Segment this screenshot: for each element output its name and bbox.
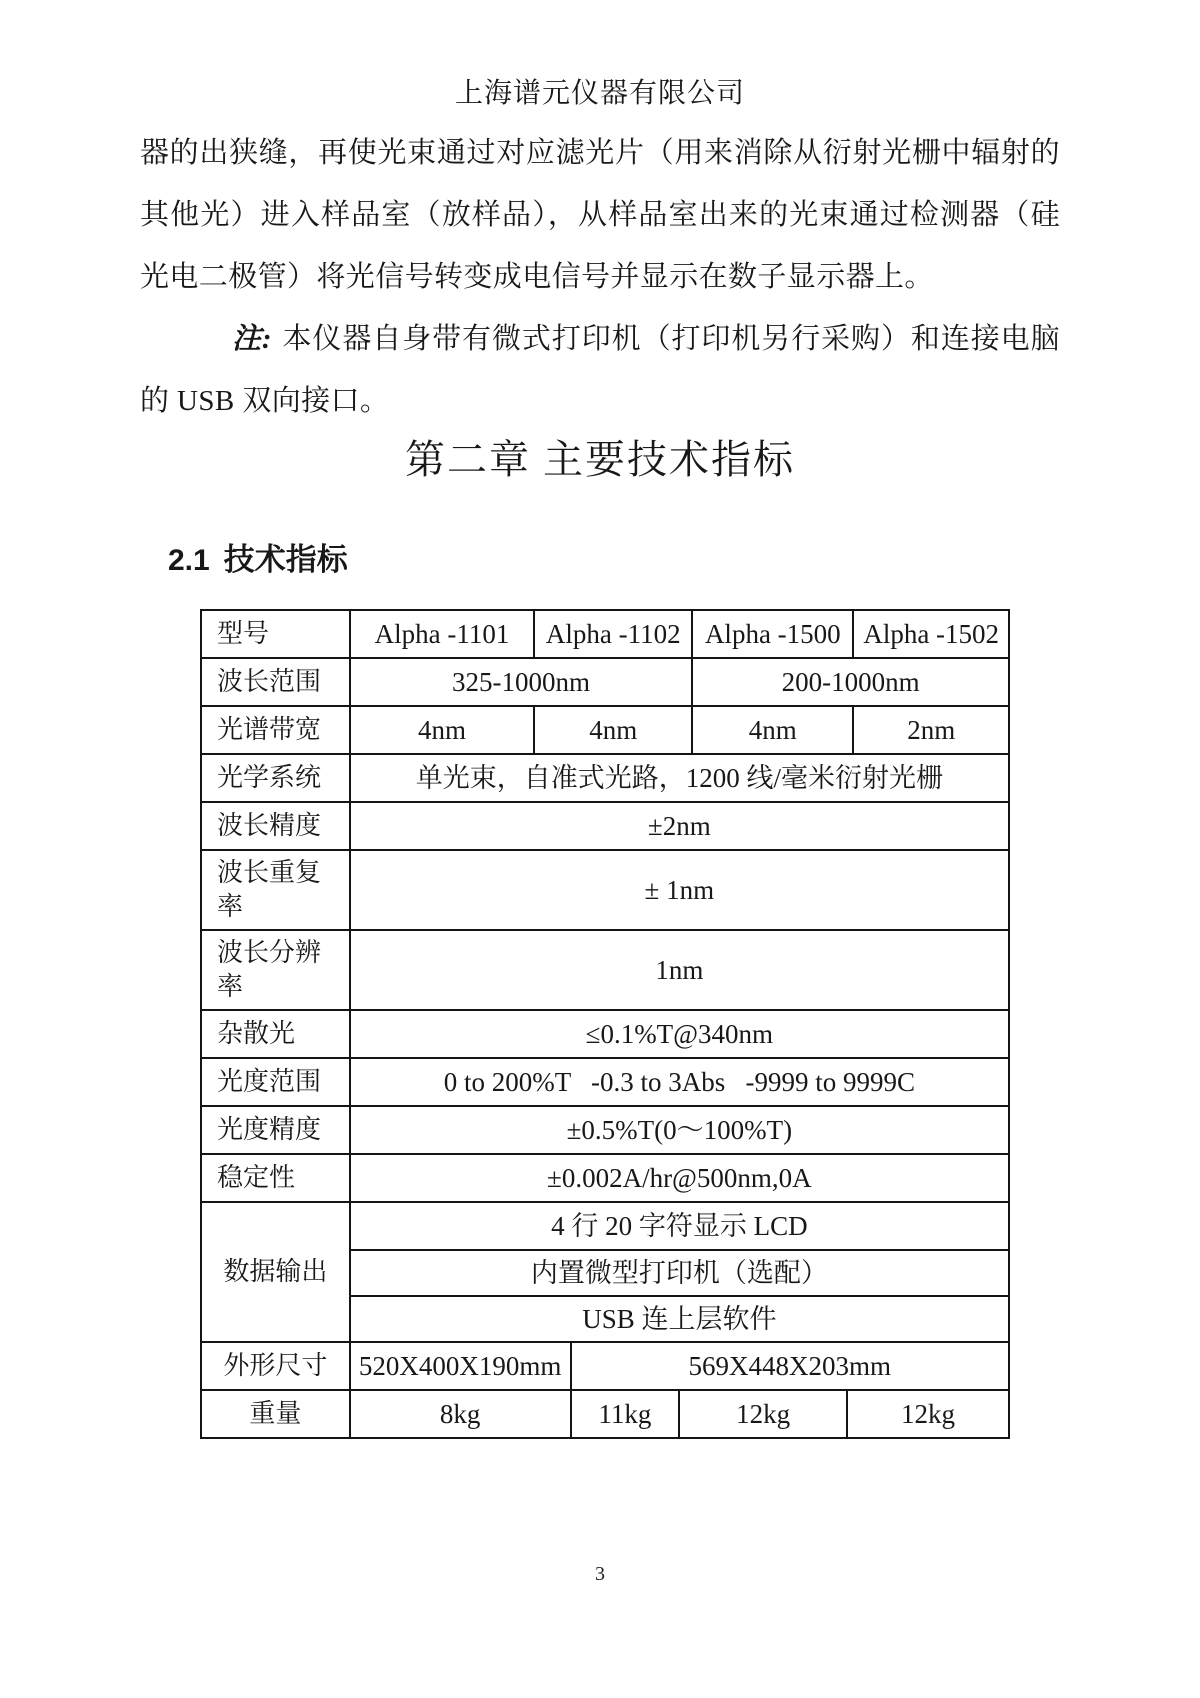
table-cell: ±0.5%T(0～100%T)	[349, 1107, 1008, 1153]
table-row	[202, 1057, 1008, 1105]
table-cell: 单光束，自准式光路，1200 线/毫米衍射光栅	[349, 755, 1008, 801]
table-cell: 内置微型打印机（选配）	[351, 1249, 1008, 1295]
table-cell: ±0.002A/hr@500nm,0A	[349, 1155, 1008, 1201]
section-number: 2.1	[168, 544, 210, 577]
stacked-cells	[349, 1203, 1008, 1341]
table-row	[202, 753, 1008, 801]
row-label: 光度精度	[217, 1115, 322, 1144]
row-label: 波长精度	[217, 811, 322, 840]
row-label: 稳定性	[217, 1163, 296, 1192]
chapter-title: 第二章 主要技术指标	[405, 437, 795, 482]
spec-table	[200, 609, 1010, 1439]
table-row	[202, 801, 1008, 849]
note-paragraph	[140, 308, 1060, 432]
table-cell: Alpha -1101	[349, 611, 534, 657]
table-cell: ≤0.1%T@340nm	[349, 1011, 1008, 1057]
row-label: 波长重复率	[217, 858, 322, 921]
company-header: 上海谱元仪器有限公司	[454, 78, 745, 109]
table-cell: 4nm	[691, 707, 852, 753]
table-row	[202, 1153, 1008, 1201]
table-cell: 2nm	[852, 707, 1008, 753]
table-cell: ±2nm	[349, 803, 1008, 849]
table-cell: USB 连上层软件	[351, 1295, 1008, 1341]
row-label: 重量	[249, 1399, 302, 1428]
page-number: 3	[595, 1563, 605, 1585]
note-text: 本仪器自身带有微式打印机（打印机另行采购）和连接电脑的 USB 双向接口。	[140, 323, 1060, 417]
table-row	[202, 657, 1008, 705]
table-cell: 325-1000nm	[349, 659, 692, 705]
table-row	[202, 611, 1008, 657]
table-cell: 520X400X190mm	[349, 1343, 570, 1389]
table-row	[202, 1105, 1008, 1153]
table-row	[202, 705, 1008, 753]
section-title-text: 技术指标	[223, 542, 348, 577]
row-label: 波长范围	[217, 667, 322, 696]
row-label: 外形尺寸	[223, 1351, 328, 1380]
table-cell: 200-1000nm	[691, 659, 1008, 705]
row-label: 光谱带宽	[217, 715, 322, 744]
row-label: 波长分辨率	[217, 938, 322, 1001]
table-row	[202, 1201, 1008, 1341]
table-cell: Alpha -1502	[852, 611, 1008, 657]
table-cell: 569X448X203mm	[570, 1343, 1008, 1389]
table-row	[202, 1341, 1008, 1389]
row-label: 型号	[217, 619, 270, 648]
row-label: 光学系统	[217, 763, 322, 792]
row-label: 光度范围	[217, 1067, 322, 1096]
table-cell: 4nm	[349, 707, 534, 753]
table-row	[202, 1389, 1008, 1437]
table-cell: ± 1nm	[349, 851, 1008, 929]
table-cell: 12kg	[846, 1391, 1008, 1437]
table-cell: 12kg	[678, 1391, 846, 1437]
table-row	[202, 929, 1008, 1009]
section-title	[168, 542, 1060, 579]
table-cell: Alpha -1500	[691, 611, 852, 657]
table-cell: 11kg	[570, 1391, 679, 1437]
table-cell: Alpha -1102	[533, 611, 691, 657]
body-paragraph: 器的出狭缝，再使光束通过对应滤光片（用来消除从衍射光栅中辐射的其他光）进入样品室（放样品），从样品室出来的光束通过检测器（硅光电二极管）将光信号转变成电信号并显示在数子显示器上。	[140, 137, 1060, 293]
table-cell: 4nm	[533, 707, 691, 753]
table-cell: 1nm	[349, 931, 1008, 1009]
table-cell: 0 to 200%T -0.3 to 3Abs -9999 to 9999C	[349, 1059, 1008, 1105]
row-label: 杂散光	[217, 1019, 296, 1048]
table-row	[202, 849, 1008, 929]
table-cell: 4 行 20 字符显示 LCD	[551, 1211, 808, 1241]
row-label: 数据输出	[223, 1257, 328, 1286]
table-cell: 8kg	[349, 1391, 570, 1437]
table-row	[202, 1009, 1008, 1057]
note-label: 注:	[232, 323, 272, 355]
